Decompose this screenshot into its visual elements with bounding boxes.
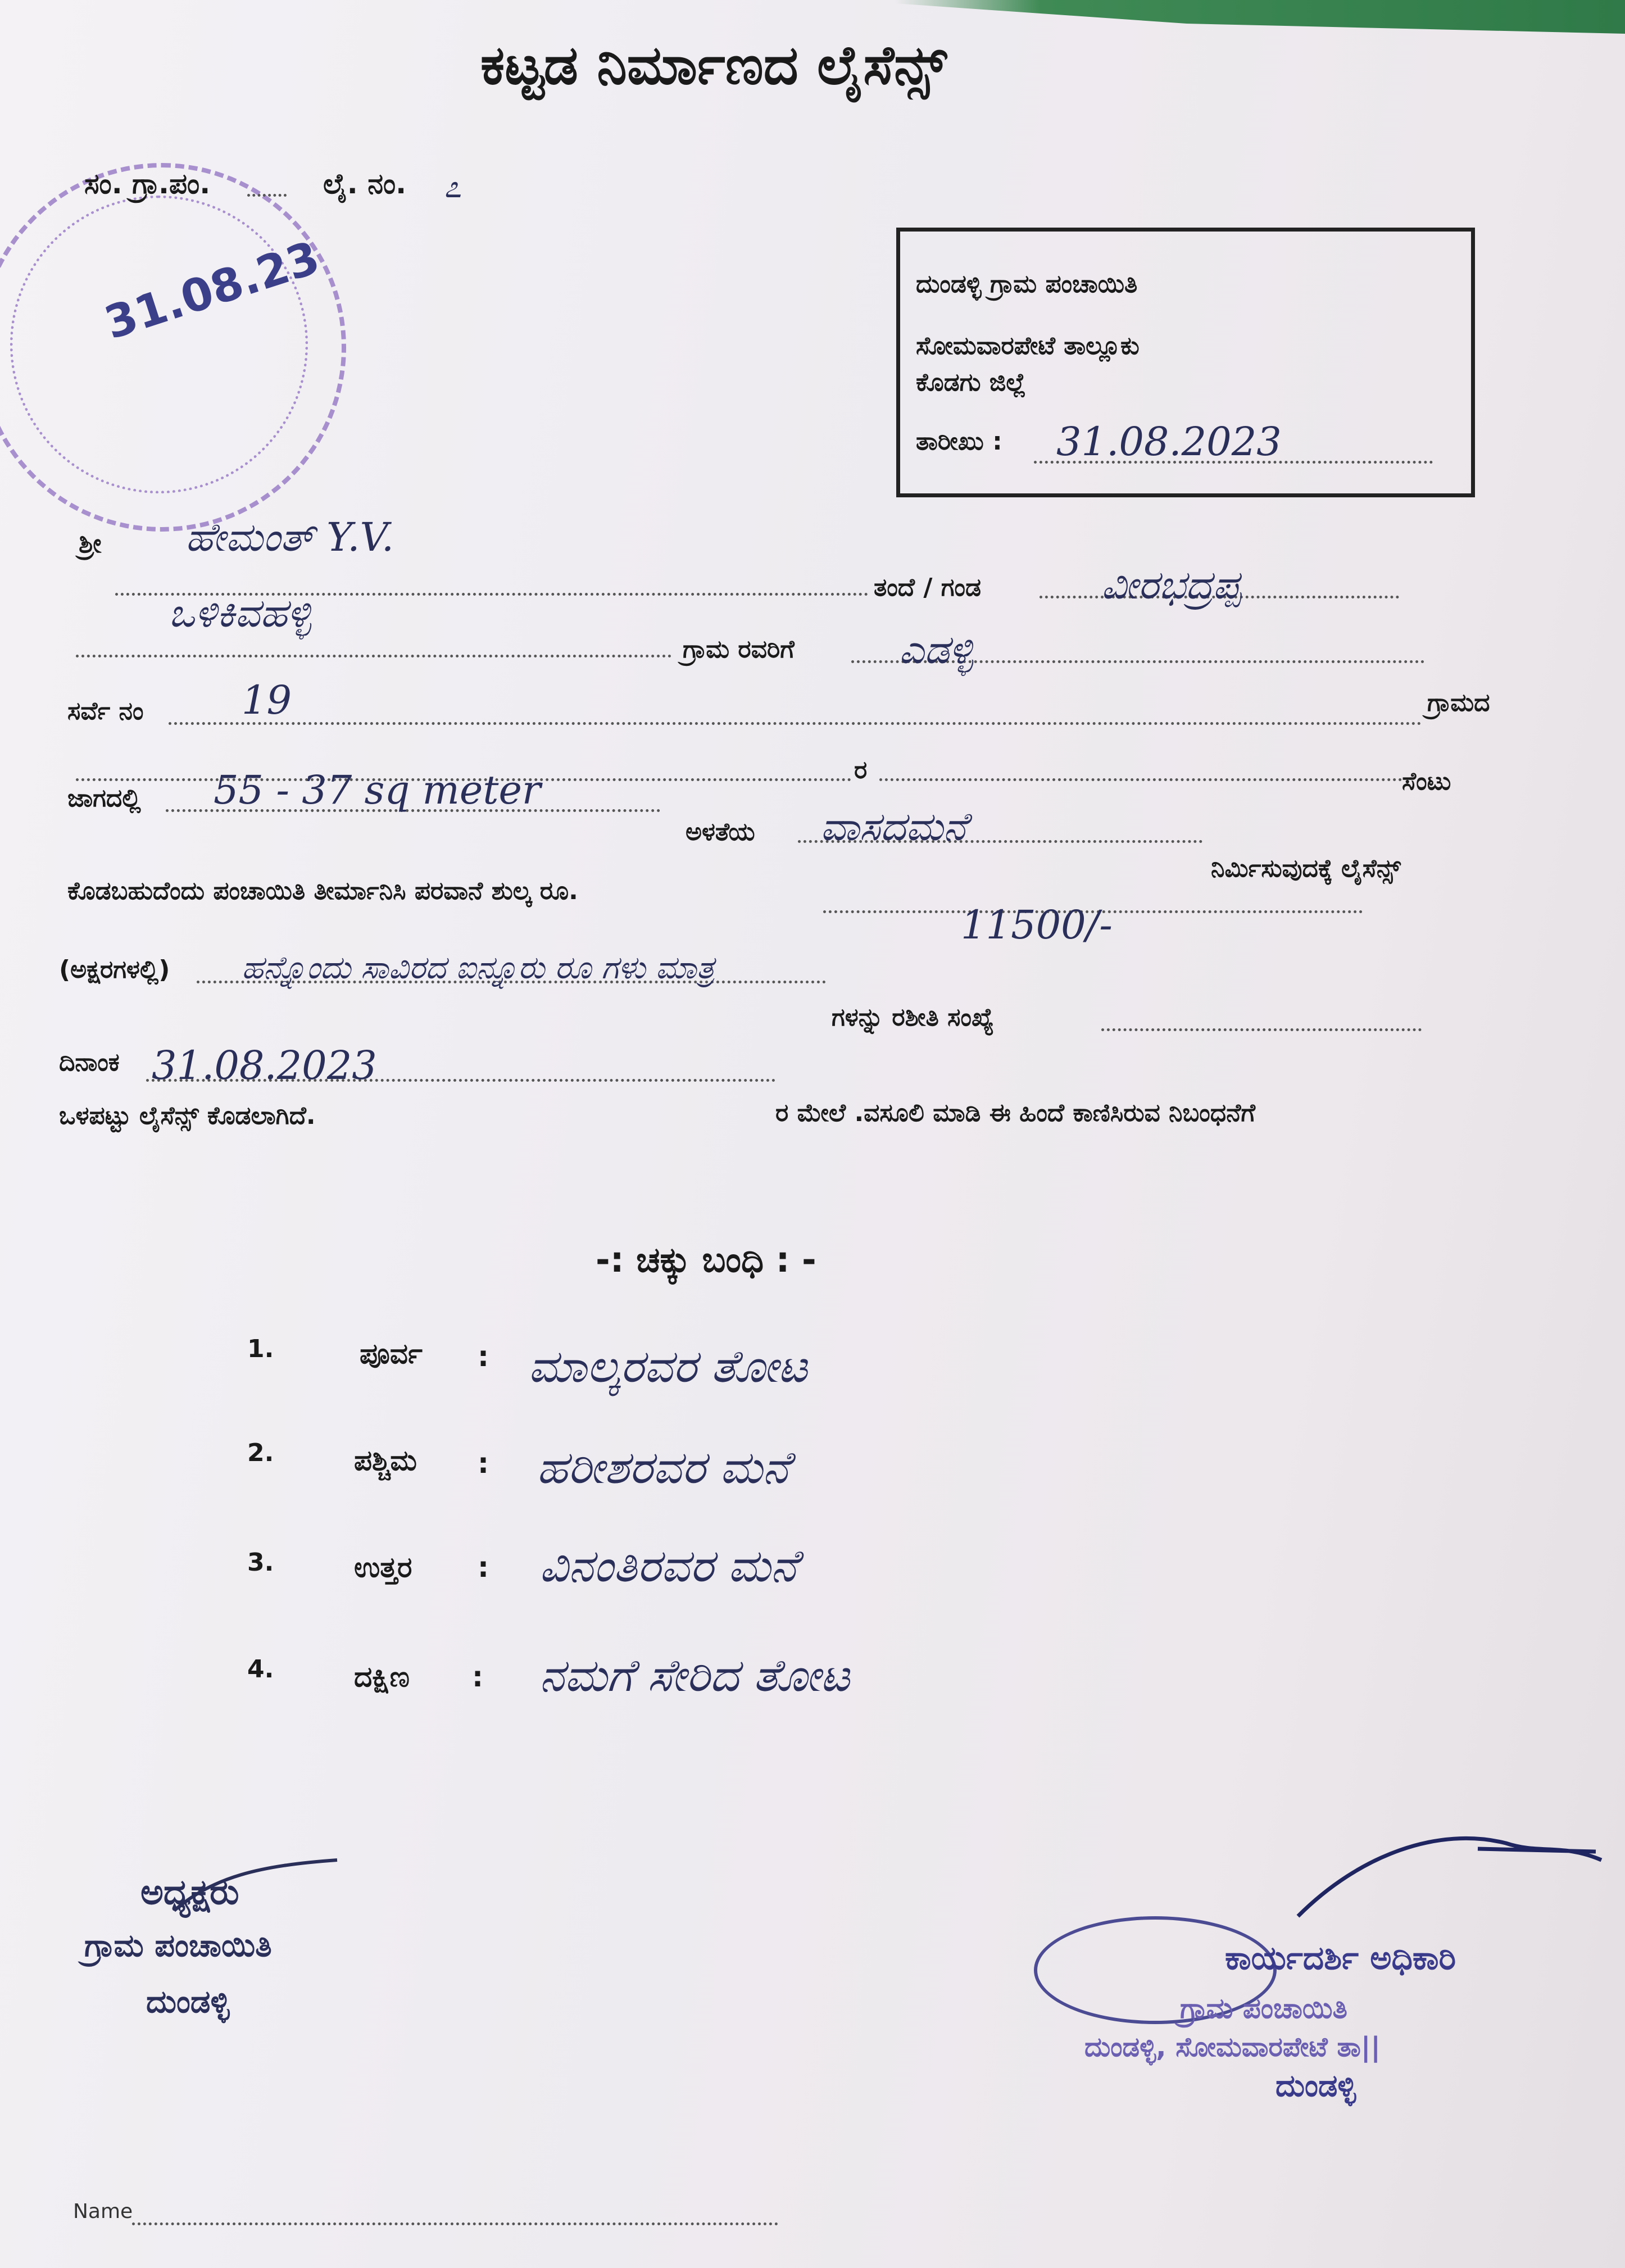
fee-value: 11500/- [961, 902, 1113, 948]
building-type-value: ವಾಸದಮನೆ [820, 804, 967, 850]
president-panchayat: ಗ್ರಾಮ ಪಂಚಾಯಿತಿ [84, 1927, 272, 1964]
office-taluk: ಸೋಮವಾರಪೇಟೆ ತಾಲ್ಲೂಕು [916, 332, 1140, 360]
grama-ravarige-label: ಗ್ರಾಮ ರವರಿಗೆ [683, 635, 795, 664]
boundary-num: 1. [247, 1335, 274, 1363]
jaagadalli-label: ಜಾಗದಲ್ಲಿ [67, 784, 141, 813]
applicant-name: ಹೇಮಂತ್ Y.V. [185, 514, 394, 560]
document-title: ಕಟ್ಟಡ ನಿರ್ಮಾಣದ ಲೈಸೆನ್ಸ್ [480, 34, 947, 97]
stamp-date: 31.08.23 [98, 231, 326, 350]
ra-label: ರ [854, 756, 868, 784]
dinanka-value: 31.08.2023 [152, 1042, 377, 1088]
father-husband-value: ವೀರಭದ್ರಪ್ಪ [1101, 562, 1241, 608]
boundary-colon: : [478, 1447, 489, 1480]
survey-number-value: 19 [242, 677, 292, 723]
president-title: ಅಧ್ಯಕ್ಷರು [140, 1871, 239, 1912]
survey-number-label: ಸರ್ವೆ ನಂ [67, 697, 144, 725]
boundary-heading: -: ಚಕ್ಕು ಬಂಧಿ : - [596, 1239, 816, 1280]
grama-ravarige-value: ಎಡಳ್ಳಿ [899, 627, 974, 673]
license-number-label: ಲೈ. ನಂ. [323, 167, 407, 200]
ra-mele-label: ರ ಮೇಲೆ .ವಸೂಲಿ ಮಾಡಿ ಈ ಹಿಂದೆ ಕಾಣಿಸಿರುವ ನಿಬಂಧನೆಗೆ [775, 1099, 1255, 1127]
boundary-num: 3. [247, 1548, 274, 1577]
boundary-value: ವಿನಂತಿರವರ ಮನೆ [539, 1540, 798, 1592]
boundary-colon: : [472, 1661, 483, 1693]
father-husband-label: ತಂದೆ / ಗಂಡ [874, 573, 982, 602]
gramada-label: ಗ್ರಾಮದ [1427, 688, 1490, 717]
footer-name-label: Name [73, 2200, 133, 2223]
office-date-label: ತಾರೀಖು : [916, 427, 1002, 456]
office-district: ಕೊಡಗು ಜಿಲ್ಲೆ [916, 368, 1026, 397]
president-village: ದುಂಡಳ್ಳಿ [146, 1984, 230, 2020]
akshara-label: (ಅಕ್ಷರಗಳಲ್ಲಿ) [59, 955, 170, 984]
dinanka-label: ದಿನಾಂಕ [59, 1048, 120, 1077]
boundary-direction: ದಕ್ಷಿಣ [354, 1661, 410, 1693]
galannu-label: ಗಳನ್ನು ರಶೀತಿ ಸಂಖ್ಯೆ [832, 1003, 994, 1032]
office-panchayat-name: ದುಂಡಳ್ಳಿ ಗ್ರಾಮ ಪಂಚಾಯಿತಿ [916, 270, 1138, 298]
boundary-direction: ಪಶ್ಚಿಮ [354, 1444, 417, 1477]
sentu-label: ಸೆಂಟು [1402, 767, 1451, 796]
alateya-label: ಅಳತೆಯ [686, 818, 755, 846]
boundary-value: ಹರೀಶರವರ ಮನೆ [537, 1441, 789, 1494]
license-number-value: ೭ [444, 169, 462, 205]
boundary-num: 2. [247, 1439, 274, 1467]
green-background-edge [895, 0, 1625, 34]
secretary-panchayat: ಗ್ರಾಮ ಪಂಚಾಯಿತಿ [1180, 1992, 1348, 2025]
boundary-value: ಮಾಲ್ಕರವರ ತೋಟ [528, 1340, 808, 1392]
boundary-direction: ಪೂರ್ವ [360, 1337, 423, 1370]
boundary-value: ನಮಗೆ ಸೇರಿದ ತೋಟ [539, 1649, 850, 1702]
shri-label: ಶ್ರೀ [79, 528, 102, 559]
round-office-stamp [0, 163, 346, 532]
boundary-direction: ಉತ್ತರ [354, 1551, 412, 1584]
secretary-address: ದುಂಡಳ್ಳಿ, ಸೋಮವಾರಪೇಟೆ ತಾ|| [1084, 2031, 1381, 2063]
kodabahu-label: ಕೊಡಬಹುದೆಂದು ಪಂಚಾಯಿತಿ ತೀರ್ಮಾನಿಸಿ ಪರವಾನೆ ಶುಲ್ಕ ರೂ. [67, 877, 578, 905]
olapattu-label: ಒಳಪಟ್ಟು ಲೈಸೆನ್ಸ್ ಕೊಡಲಾಗಿದೆ. [59, 1101, 316, 1130]
secretary-village: ದುಂಡಳ್ಳಿ [1276, 2068, 1356, 2103]
office-date-value: 31.08.2023 [1056, 419, 1282, 465]
boundary-colon: : [478, 1340, 489, 1373]
gram-panchayat-ref-label: ಸಂ. ಗ್ರಾ.ಪಂ. [84, 167, 211, 200]
secretary-signature [1292, 1821, 1607, 1922]
president-signature [169, 1854, 348, 1922]
amount-in-words: ಹನ್ನೊಂದು ಸಾವಿರದ ಐನ್ನೂರು ರೂ ಗಳು ಮಾತ್ರ [242, 950, 715, 986]
plot-area-value: 55 - 37 sq meter [214, 767, 541, 813]
boundary-num: 4. [247, 1655, 274, 1684]
secretary-title: ಕಾರ್ಯದರ್ಶಿ ಅಧಿಕಾರಿ [1225, 1939, 1456, 1977]
nirmisu-label: ನಿರ್ಮಿಸುವುದಕ್ಕೆ ಲೈಸೆನ್ಸ್ [1211, 854, 1401, 883]
village-value: ಒಳಿಕಿವಹಳ್ಳಿ [169, 590, 311, 636]
boundary-colon: : [478, 1551, 489, 1584]
